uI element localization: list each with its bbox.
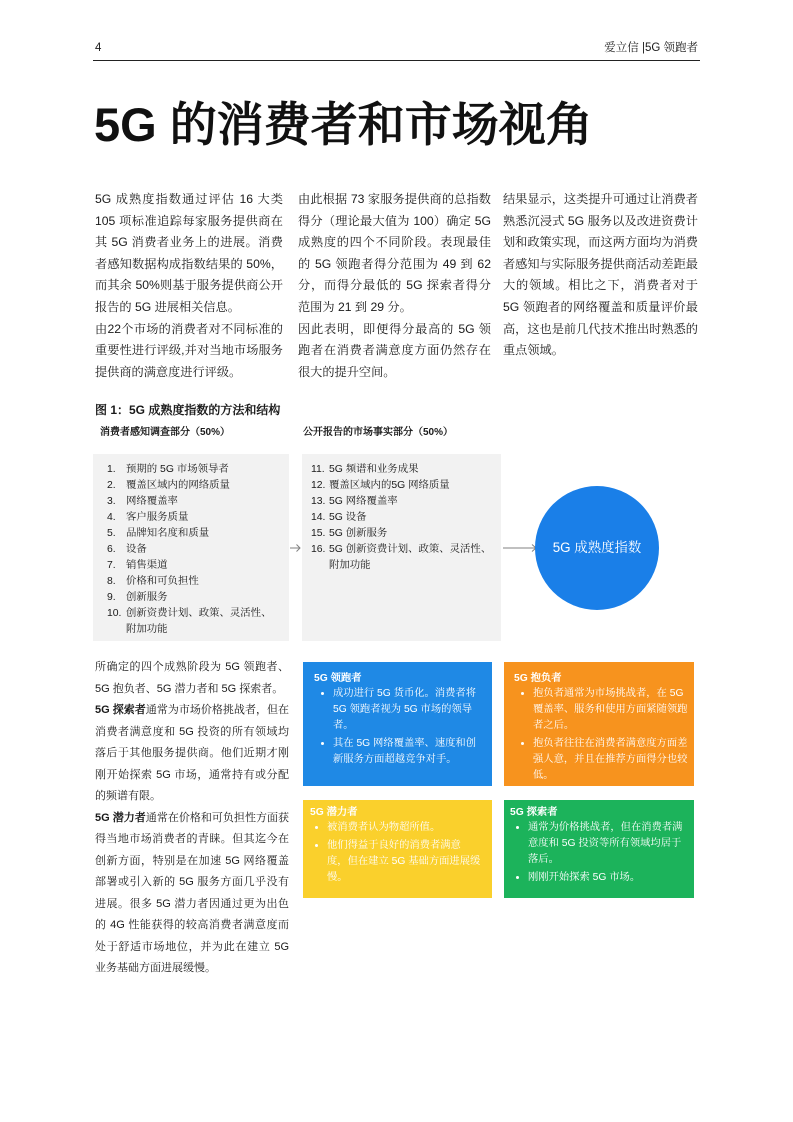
item-number: 1. [107,464,116,475]
item-number: 8. [107,576,116,587]
explorers-paragraph [95,700,289,808]
survey-item [107,478,280,494]
running-title: 爱立信 |5G 领跑者 [604,42,698,54]
header-rule [93,60,700,61]
card-bullets [314,686,486,768]
item-number: 12. [311,480,326,491]
page-title: 5G 的消费者和市场视角 [94,98,593,151]
intro-paragraph: 由此根据 73 家服务提供商的总指数得分（理论最大值为 100）确定 5G 成熟度的四个不同阶段。表现最佳的 5G 领跑者得分范围为 49 到 62 分，而得分最低的 5G 探索者得分范围为 21 到 29 分。 [298,192,491,314]
item-text: 覆盖区域内的网络质量 [126,480,230,491]
survey-item [107,510,280,526]
item-text: 5G 创新资费计划、政策、灵活性、附加功能 [329,544,492,571]
item-number: 11. [311,464,325,475]
survey-heading: 消费者感知调查部分（50%） [100,427,231,438]
item-text: 设备 [126,544,147,555]
stage-card-explorers [504,800,694,898]
potentials-body: 通常在价格和可负担性方面获得当地市场消费者的青睐。但其迄今在创新方面，特别是在加速 5G 网络覆盖部署或引入新的 5G 服务方面几乎没有进展。很多 5G 潜力者因通过更为出色的 4G 性能获得的较高消费者满意度而处于舒适市场地位，并为此在建立 5G 业务基础方面进展缓慢。 [95,811,289,974]
page-number: 4 [95,42,102,54]
item-number: 14. [311,512,326,523]
item-number: 9. [107,592,116,603]
card-bullet: • 他们得益于良好的消费者满意度，但在建立 5G 基础方面进展缓慢。 [327,838,481,886]
arrow-right-icon [290,543,301,553]
arrow-right-icon [503,543,537,553]
item-number: 5. [107,528,116,539]
card-bullets [514,686,688,784]
item-text: 创新资费计划、政策、灵活性、附加功能 [126,608,272,635]
card-title: 5G 探索者 [510,807,558,818]
card-bullet: • 抱负者往往在消费者满意度方面差强人意，并且在推荐方面得分也较低。 [533,736,688,784]
item-text: 销售渠道 [126,560,168,571]
survey-item [107,590,280,606]
card-bullets [310,820,481,886]
market-facts-item [311,462,497,478]
market-facts-item [311,542,497,574]
intro-column-2 [298,189,491,383]
card-bullets [510,820,684,886]
card-bullet: • 通常为价格挑战者，但在消费者满意度和 5G 投资等所有领域均居于落后。 [528,820,684,868]
survey-item [107,558,280,574]
item-number: 3. [107,496,116,507]
card-bullet: • 其在 5G 网络覆盖率、速度和创新服务方面超越竞争对手。 [333,736,486,768]
survey-item [107,574,280,590]
card-bullet: • 成功进行 5G 货币化。消费者将 5G 领跑者视为 5G 市场的领导者。 [333,686,486,734]
maturity-index-circle [535,486,659,610]
item-text: 创新服务 [126,592,168,603]
item-text: 5G 频谱和业务成果 [329,464,419,475]
market-facts-item [311,478,497,494]
card-title: 5G 抱负者 [514,673,562,684]
item-number: 7. [107,560,116,571]
intro-paragraph: 因此表明，即便得分最高的 5G 领跑者在消费者满意度方面仍然存在很大的提升空间。 [298,321,491,379]
item-text: 价格和可负担性 [126,576,199,587]
item-number: 6. [107,544,116,555]
intro-paragraph: 由22个市场的消费者对不同标准的重要性进行评级,并对当地市场服务提供商的满意度进行评级。 [95,321,283,379]
item-number: 10. [107,608,122,619]
item-text: 5G 创新服务 [329,528,388,539]
survey-criteria-panel [93,454,289,641]
item-number: 15. [311,528,326,539]
item-text: 覆盖区域内的5G 网络质量 [329,480,450,491]
survey-item [107,542,280,558]
stage-card-potentials [303,800,492,898]
market-facts-panel [302,454,501,641]
market-facts-heading: 公开报告的市场事实部分（50%） [303,427,454,438]
market-facts-item [311,494,497,510]
item-text: 客户服务质量 [126,512,189,523]
explorers-body: 通常为市场价格挑战者，但在消费者满意度和 5G 投资的所有领域均落后于其他服务提供商。他们近期才刚刚开始探索 5G 市场，通常持有或分配的频谱有限。 [95,704,289,802]
card-bullet: • 刚刚开始探索 5G 市场。 [528,870,684,886]
item-text: 5G 网络覆盖率 [329,496,398,507]
item-number: 16. [311,544,326,555]
maturity-index-label: 5G 成熟度指数 [552,540,642,555]
item-number: 4. [107,512,116,523]
item-text: 5G 设备 [329,512,367,523]
stages-intro: 所确定的四个成熟阶段为 5G 领跑者、5G 抱负者、5G 潜力者和 5G 探索者。 [95,661,289,695]
survey-item [107,606,280,638]
market-facts-item [311,510,497,526]
item-number: 13. [311,496,326,507]
item-text: 预期的 5G 市场领导者 [126,464,229,475]
explorers-lead: 5G 探索者 [95,704,146,716]
intro-column-3 [503,189,698,362]
survey-item [107,494,280,510]
intro-column-1 [95,189,283,383]
potentials-paragraph [95,808,289,980]
survey-item [107,462,280,478]
market-facts-item [311,526,497,542]
stage-card-aspirants [504,662,694,786]
card-title: 5G 领跑者 [314,673,362,684]
item-number: 2. [107,480,116,491]
stages-description [95,657,289,980]
intro-paragraph: 5G 成熟度指数通过评估 16 大类 105 项标准追踪每家服务提供商在其 5G 消费者业务上的进展。消费者感知数据构成指数结果的 50%，而其余 50%则基于服务提供商公开报告的 5G 进展相关信息。 [95,192,283,314]
potentials-lead: 5G 潜力者 [95,811,146,824]
card-bullet: • 抱负者通常为市场挑战者，在 5G 覆盖率、服务和使用方面紧随领跑者之后。 [533,686,688,734]
item-text: 品牌知名度和质量 [126,528,210,539]
survey-item [107,526,280,542]
intro-paragraph: 结果显示，这类提升可通过让消费者熟悉沉浸式 5G 服务以及改进资费计划和政策实现，而这两方面均为消费者感知与实际服务提供商活动差距最大的领域。相比之下，消费者对于 5G 领跑者的网络覆盖和质量评价最高，这也是前几代技术推出时熟悉的重点领域。 [503,192,698,358]
item-text: 网络覆盖率 [126,496,178,507]
stage-card-leaders [303,662,492,786]
figure-caption: 图 1：5G 成熟度指数的方法和结构 [95,403,281,417]
card-bullet: • 被消费者认为物超所值。 [327,820,481,836]
card-title: 5G 潜力者 [310,807,358,818]
